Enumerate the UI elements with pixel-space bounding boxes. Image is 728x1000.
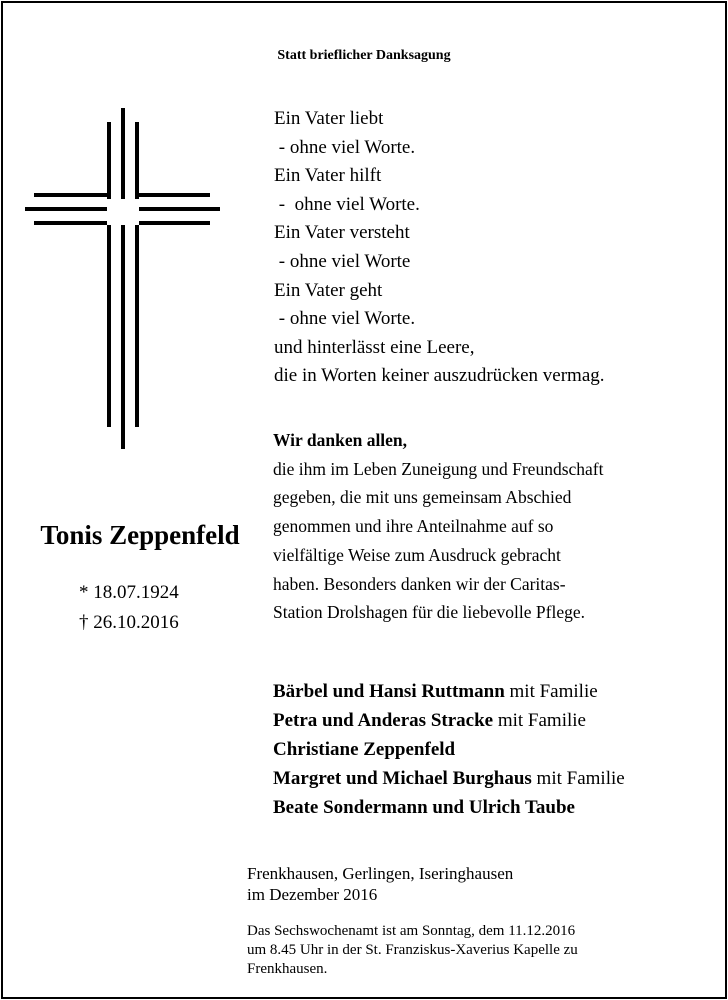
poem-line: - ohne viel Worte.	[274, 136, 416, 158]
place-line: Frenkhausen, Gerlingen, Iseringhausen	[247, 864, 514, 883]
family-entry	[273, 677, 625, 706]
family-list	[273, 677, 625, 822]
service-line: Das Sechswochenamt ist am Sonntag, dem 11.12.2016	[247, 923, 576, 939]
thanks-line: die ihm im Leben Zuneigung und Freundschaft	[273, 458, 604, 479]
family-entry	[273, 706, 625, 735]
family-entry	[273, 735, 625, 764]
date-line: im Dezember 2016	[247, 885, 378, 904]
family-names: Petra und Anderas Stracke	[273, 710, 494, 731]
thanks-line: gegeben, die mit uns gemeinsam Abschied	[273, 487, 572, 508]
service-line: um 8.45 Uhr in der St. Franziskus-Xaverius Kapelle zu	[247, 942, 578, 958]
thanks-heading: Wir danken allen,	[273, 430, 408, 450]
poem-line: Ein Vater liebt	[274, 108, 384, 129]
place-date	[247, 863, 513, 905]
family-entry	[273, 764, 625, 793]
thanks-block	[273, 426, 603, 627]
thanks-line: haben. Besonders danken wir der Caritas-	[273, 573, 566, 594]
obituary-card	[1, 1, 727, 999]
poem-line: - ohne viel Worte.	[274, 193, 420, 215]
poem	[274, 105, 605, 391]
service-notice	[247, 922, 578, 979]
poem-line: - ohne viel Worte.	[274, 308, 416, 330]
life-dates	[79, 578, 179, 638]
family-suffix: mit Familie	[504, 681, 598, 702]
poem-line: - ohne viel Worte	[274, 250, 411, 272]
thanks-line: vielfältige Weise zum Ausdruck gebracht	[273, 544, 561, 565]
family-entry	[273, 793, 625, 822]
family-names: Margret und Michael Burghaus	[273, 768, 532, 789]
thanks-line: Station Drolshagen für die liebevolle Pflege.	[273, 602, 586, 623]
birth-date: * 18.07.1924	[79, 582, 179, 603]
header-title: Statt brieflicher Danksagung	[277, 48, 451, 63]
family-names: Beate Sondermann und Ulrich Taube	[273, 797, 575, 818]
family-suffix: mit Familie	[531, 768, 625, 789]
poem-line: Ein Vater versteht	[274, 222, 410, 244]
thanks-line: genommen und ihre Anteilnahme auf so	[273, 516, 554, 537]
family-suffix: mit Familie	[493, 710, 586, 731]
deceased-name: Tonis Zeppenfeld	[40, 520, 240, 550]
cross-icon	[25, 108, 225, 453]
death-date: † 26.10.2016	[79, 612, 179, 633]
family-names: Bärbel und Hansi Ruttmann	[273, 681, 505, 702]
poem-line: und hinterlässt eine Leere,	[274, 336, 475, 358]
poem-line: Ein Vater hilft	[274, 165, 382, 187]
family-names: Christiane Zeppenfeld	[273, 739, 456, 760]
service-line: Frenkhausen.	[247, 961, 328, 977]
poem-line: Ein Vater geht	[274, 279, 383, 301]
poem-line: die in Worten keiner auszudrücken vermag.	[274, 365, 605, 387]
